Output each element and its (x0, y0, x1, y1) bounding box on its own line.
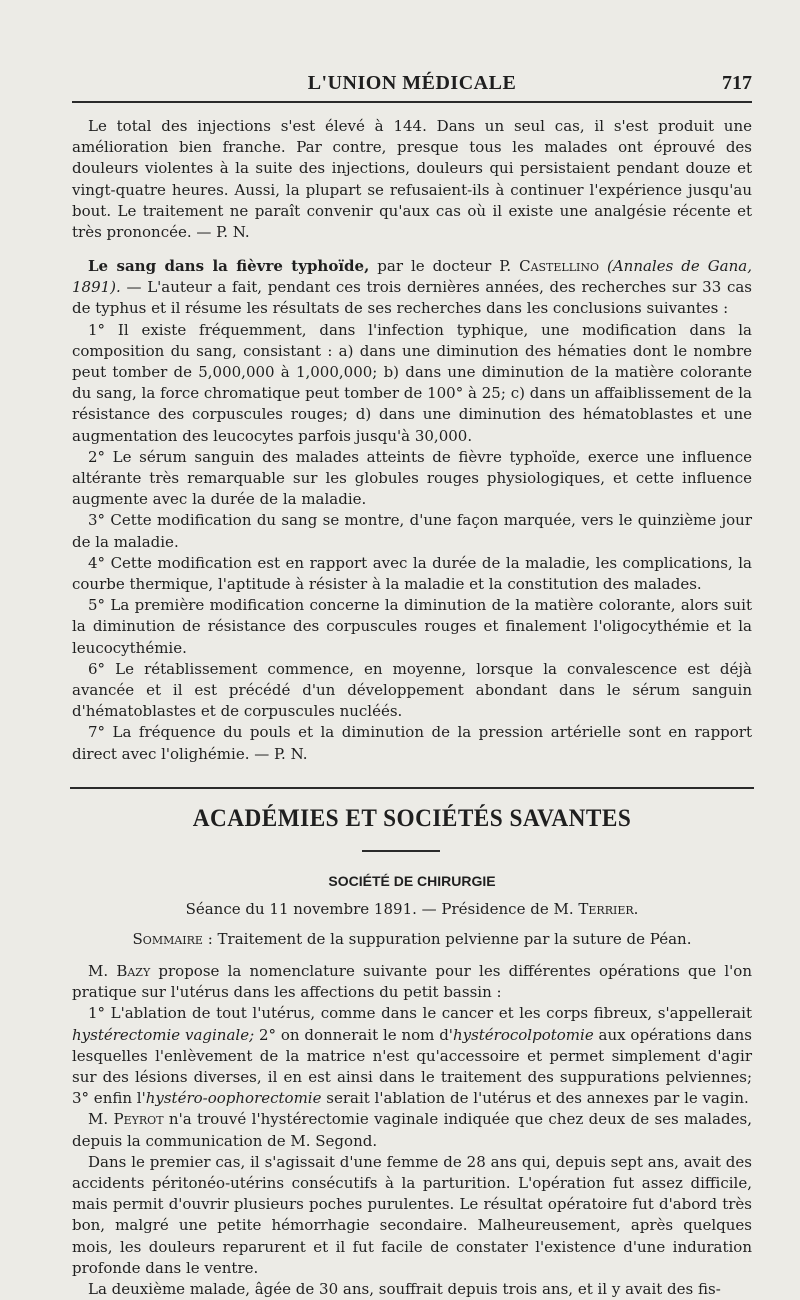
paragraph-first-case: Dans le premier cas, il s'agissait d'une femme de 28 ans qui, depuis sept ans, avait des accidents péritonéo-utérins consécutifs à la parturition. L'opération fut assez difficile, mais permit d'ouvrir plusieurs poches purulentes. Le résultat opératoire fut d'abord très bon, malgré une petite hémorrhagie secondaire. Malheureusement, après quelques mois, les douleurs reparurent et il fut facile de constater l'existence d'une induration profonde dans le ventre. (72, 1152, 752, 1277)
conclusion-7: 7° La fréquence du pouls et la diminution de la pression artérielle sont en rapport direct avec l'olighémie. — P. N. (72, 723, 752, 763)
conclusion-6: 6° Le rétablissement commence, en moyenne, lorsque la convalescence est déjà avancée et il est précédé d'un développement abondant dans le sérum sanguin d'hématoblastes et de corpuscules nucléés. (72, 659, 752, 721)
article-heading: Le sang dans la fièvre typhoïde, (88, 257, 370, 275)
president-name: Terrier (578, 900, 634, 918)
conclusion-4: 4° Cette modification est en rapport avec la durée de la maladie, les complications, la courbe thermique, l'aptitude à résister à la maladie et la constitution des malades. (72, 553, 752, 594)
paragraph-injections: Le total des injections s'est élevé à 144. Dans un seul cas, il s'est produit une amélioration bien franche. Par contre, presque tous les malades ont éprouvé des douleurs violentes à la suite des injections, douleurs qui persistaient pendant douze et vingt-quatre heures. Aussi, la plupart se refusaient-ils à continuer l'expérience jusqu'au bout. Le traitement ne paraît convenir qu'aux cas où il existe une analgésie récente et très prononcée. — P. N. (72, 117, 752, 242)
author-name: Castellino (519, 257, 600, 275)
header-rule (72, 101, 752, 103)
session-line: Séance du 11 novembre 1891. — Présidence de M. Terrier. (185, 900, 639, 918)
page-number: 717 (722, 72, 752, 94)
conclusion-2: 2° Le sérum sanguin des malades atteints de fièvre typhoïde, exerce une influence altérante très remarquable sur les globules rouges physiologiques, et cette influence augmente avec la durée de la maladie. (72, 447, 752, 509)
society-proceedings (72, 961, 752, 1300)
paragraph-bazy: M. Bazy propose la nomenclature suivante pour les différentes opérations que l'on pratique sur l'utérus dans les affections du petit bassin : (72, 962, 752, 1002)
paragraph-peyrot: M. Peyrot n'a trouvé l'hystérectomie vaginale indiquée que chez deux de ses malades, depuis la communication de M. Segond. (72, 1110, 752, 1150)
society-title: SOCIÉTÉ DE CHIRURGIE (328, 873, 496, 889)
top-paragraph-block (72, 116, 752, 243)
section-title: ACADÉMIES ET SOCIÉTÉS SAVANTES (192, 805, 632, 832)
journal-title: L'UNION MÉDICALE (307, 72, 517, 94)
summary-line: Sommaire : Traitement de la suppuration pelvienne par la suture de Péan. (132, 930, 692, 948)
speaker-bazy: Bazy (116, 962, 151, 980)
speaker-peyrot: Peyrot (113, 1110, 164, 1129)
conclusion-1: 1° Il existe fréquemment, dans l'infection typhique, une modification dans la composition du sang, consistant : a) dans une diminution des hématies dont le nombre peut tomber de 5,000,000 à 1,000,000; b) dans une diminution de la matière colorante du sang, la force chromatique peut tomber de 100° à 25; c) dans un affaiblissement de la résistance des corpuscules rouges; d) dans une diminution des hématoblastes et une augmentation des leucocytes parfois jusqu'à 30,000. (72, 320, 752, 445)
title-underline (362, 850, 440, 852)
running-header (72, 68, 752, 98)
conclusion-5: 5° La première modification concerne la diminution de la matière colorante, alors suit la diminution de résistance des corpuscules rouges et finalement l'oligocythémie et la leucocythémie. (72, 596, 752, 657)
paragraph-second-case: La deuxième malade, âgée de 30 ans, souffrait depuis trois ans, et il y avait des fis- (88, 1280, 721, 1299)
article-typhoid-blood (72, 256, 752, 765)
source-reference: (Annales de Gana, 1891). (72, 257, 752, 297)
section-divider (70, 787, 754, 789)
conclusion-3: 3° Cette modification du sang se montre, d'une façon marquée, vers le quinzième jour de la maladie. (72, 511, 752, 551)
summary-label: Sommaire (132, 930, 203, 948)
paragraph-nomenclature: 1° L'ablation de tout l'utérus, comme dans le cancer et les corps fibreux, s'appellerait hystérectomie vaginale; 2° on donnerait le nom d'hystérocolpotomie aux opérations dans lesquelles l'enlèvement de la matrice n'est qu'accessoire et permet simplement d'agir sur des lésions diverses, il en est ainsi dans le traitement des suppurations pelviennes; 3° enfin l'hystéro-oophorectomie serait l'ablation de l'utérus et des annexes par le vagin. (72, 1004, 752, 1108)
article-heading-paragraph: Le sang dans la fièvre typhoïde, par le docteur P. Castellino (Annales de Gana, 1891). — L'auteur a fait, pendant ces trois dernières années, des recherches sur 33 cas de typhus et il résume les résultats de ses recherches dans les conclusions suivantes : (72, 257, 752, 318)
